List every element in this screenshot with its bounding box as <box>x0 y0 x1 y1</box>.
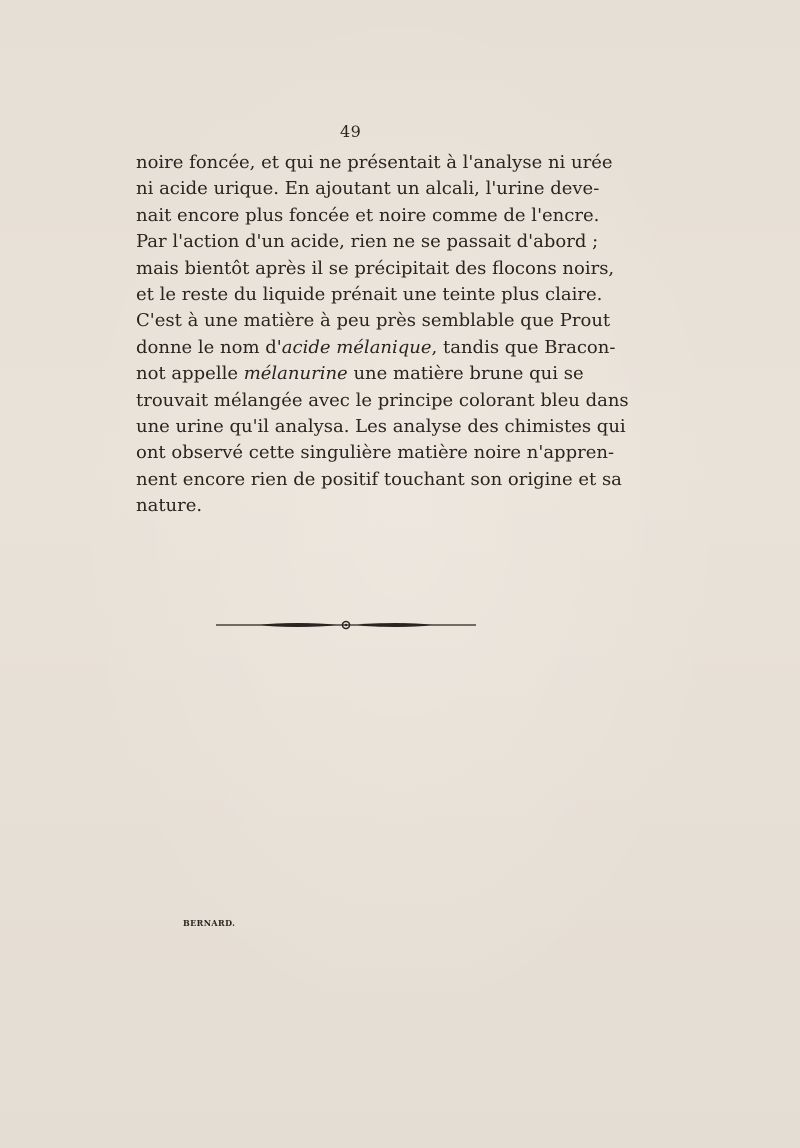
page-number: 49 <box>340 122 362 141</box>
text-line-7: C'est à une matière à peu près semblable que Prout <box>136 310 611 332</box>
text-line-8-after: , tandis que Bracon- <box>431 336 616 358</box>
italic-term-melanurine: mélanurine <box>243 363 348 385</box>
text-line-1: noire foncée, et qui ne présentait à l'analyse ni urée <box>136 152 613 173</box>
printer-signature: BERNARD. <box>183 918 236 928</box>
text-line-10: trouvait mélangée avec le principe colorant bleu dans <box>136 389 629 411</box>
text-line-9 <box>136 361 584 387</box>
text-line-4: Par l'action d'un acide, rien ne se passait d'abord ; <box>136 231 599 253</box>
text-line-9-before: not appelle <box>136 363 244 385</box>
italic-term-acide-melanique: acide mélanique <box>281 336 432 358</box>
text-line-6: et le reste du liquide prénait une teinte plus claire. <box>136 284 603 306</box>
text-line-9-after: une matière brune qui se <box>347 363 584 385</box>
ornamental-divider <box>216 618 476 632</box>
text-line-2: ni acide urique. En ajoutant un alcali, l'urine deve- <box>136 178 600 200</box>
text-line-13: nent encore rien de positif touchant son origine et sa <box>136 468 622 490</box>
text-line-8-before: donne le nom d' <box>136 336 282 358</box>
body-paragraph <box>136 150 629 520</box>
text-line-14: nature. <box>136 495 203 517</box>
text-line-5: mais bientôt après il se précipitait des flocons noirs, <box>136 257 615 279</box>
text-line-12: ont observé cette singulière matière noire n'appren- <box>136 442 615 464</box>
text-line-11: une urine qu'il analysa. Les analyse des chimistes qui <box>136 416 626 438</box>
text-line-3: nait encore plus foncée et noire comme de l'encre. <box>136 204 600 226</box>
text-line-8 <box>136 335 616 361</box>
